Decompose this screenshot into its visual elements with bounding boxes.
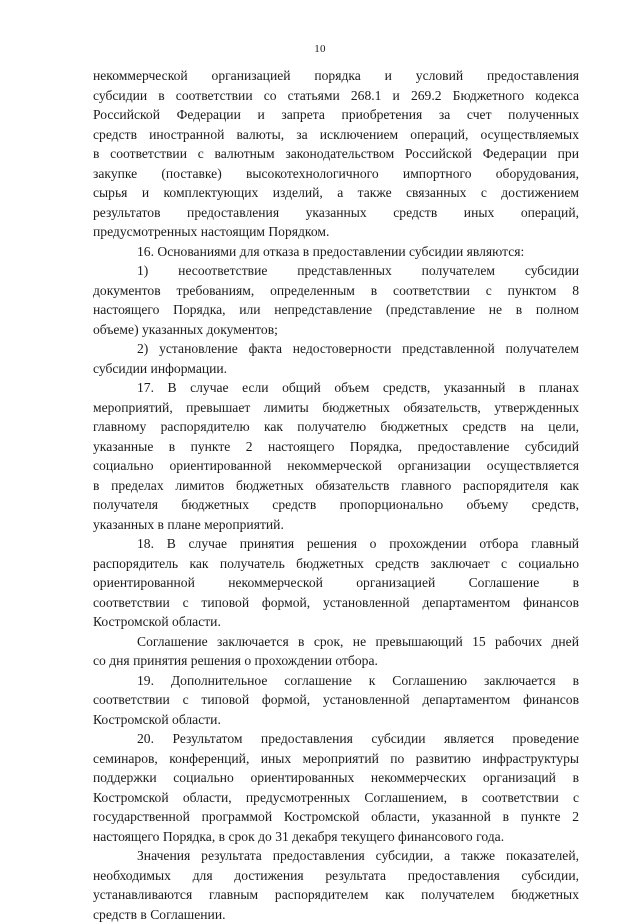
text-line: некоммерческой организацией порядка и условий предоставления: [93, 66, 579, 86]
page-number: 10: [0, 43, 640, 55]
text-line: настоящего Порядка, в срок до 31 декабря текущего финансового года.: [93, 827, 579, 847]
text-line: поддержки социально ориентированных некоммерческих организаций в: [93, 768, 579, 788]
paragraph-continuation: [93, 66, 579, 242]
text-line: средств иностранной валюты, за исключением операций, осуществляемых: [93, 125, 579, 145]
text-line: Костромской области.: [93, 710, 579, 730]
text-line: ориентированной некоммерческой организацией Соглашение в: [93, 573, 579, 593]
text-line: закупке (поставке) высокотехнологичного импортного оборудования,: [93, 164, 579, 184]
text-line: соответствии с типовой формой, установленной департаментом финансов: [93, 593, 579, 613]
text-line: указанных в плане мероприятий.: [93, 515, 579, 535]
text-line: Костромской области, предусмотренных Соглашением, в соответствии с: [93, 788, 579, 808]
text-line: необходимых для достижения результата предоставления субсидии,: [93, 866, 579, 886]
paragraph-p20: [93, 729, 579, 846]
text-line: Костромской области.: [93, 612, 579, 632]
text-line: субсидии в соответствии со статьями 268.1 и 269.2 Бюджетного кодекса: [93, 86, 579, 106]
text-line: 17. В случае если общий объем средств, указанный в планах: [93, 378, 579, 398]
text-line: мероприятий, превышает лимиты бюджетных обязательств, утвержденных: [93, 398, 579, 418]
text-line: получателя бюджетных средств пропорционально объему средств,: [93, 495, 579, 515]
text-line: социально ориентированной некоммерческой организации осуществляется: [93, 456, 579, 476]
text-line: 16. Основаниями для отказа в предоставлении субсидии являются:: [93, 242, 579, 262]
text-line: 2) установление факта недостоверности представленной получателем: [93, 339, 579, 359]
text-line: государственной программой Костромской области, указанной в пункте 2: [93, 807, 579, 827]
paragraph-p18: [93, 534, 579, 632]
text-line: в пределах лимитов бюджетных обязательств главного распорядителя как: [93, 476, 579, 496]
text-line: соответствии с типовой формой, установленной департаментом финансов: [93, 690, 579, 710]
text-line: 19. Дополнительное соглашение к Соглашению заключается в: [93, 671, 579, 691]
text-line: предусмотренных настоящим Порядком.: [93, 222, 579, 242]
text-line: главному распорядителю как получателю бюджетных средств на цели,: [93, 417, 579, 437]
paragraph-p18-b: [93, 632, 579, 671]
text-line: со дня принятия решения о прохождении отбора.: [93, 651, 579, 671]
text-line: средств в Соглашении.: [93, 905, 579, 924]
text-line: Соглашение заключается в срок, не превышающий 15 рабочих дней: [93, 632, 579, 652]
text-line: 20. Результатом предоставления субсидии является проведение: [93, 729, 579, 749]
text-line: документов требованиям, определенным в соответствии с пунктом 8: [93, 281, 579, 301]
text-line: субсидии информации.: [93, 359, 579, 379]
text-line: объеме) указанных документов;: [93, 320, 579, 340]
paragraph-p20-b: [93, 846, 579, 924]
text-line: 1) несоответствие представленных получателем субсидии: [93, 261, 579, 281]
paragraph-p19: [93, 671, 579, 730]
text-line: 18. В случае принятия решения о прохождении отбора главный: [93, 534, 579, 554]
document-body: [93, 66, 579, 924]
text-line: сырья и комплектующих изделий, а также связанных с достижением: [93, 183, 579, 203]
paragraph-p17: [93, 378, 579, 534]
paragraph-p16-2: [93, 339, 579, 378]
text-line: семинаров, конференций, иных мероприятий по развитию инфраструктуры: [93, 749, 579, 769]
text-line: распорядитель как получатель бюджетных средств заключает с социально: [93, 554, 579, 574]
text-line: настоящего Порядка, или непредставление (представление не в полном: [93, 300, 579, 320]
text-line: устанавливаются главным распорядителем как получателем бюджетных: [93, 885, 579, 905]
text-line: Российской Федерации и запрета приобретения за счет полученных: [93, 105, 579, 125]
text-line: в соответствии с валютным законодательством Российской Федерации при: [93, 144, 579, 164]
paragraph-p16-1: [93, 261, 579, 339]
paragraph-p16: [93, 242, 579, 262]
text-line: Значения результата предоставления субсидии, а также показателей,: [93, 846, 579, 866]
text-line: результатов предоставления указанных средств иных операций,: [93, 203, 579, 223]
text-line: указанные в пункте 2 настоящего Порядка, предоставление субсидий: [93, 437, 579, 457]
